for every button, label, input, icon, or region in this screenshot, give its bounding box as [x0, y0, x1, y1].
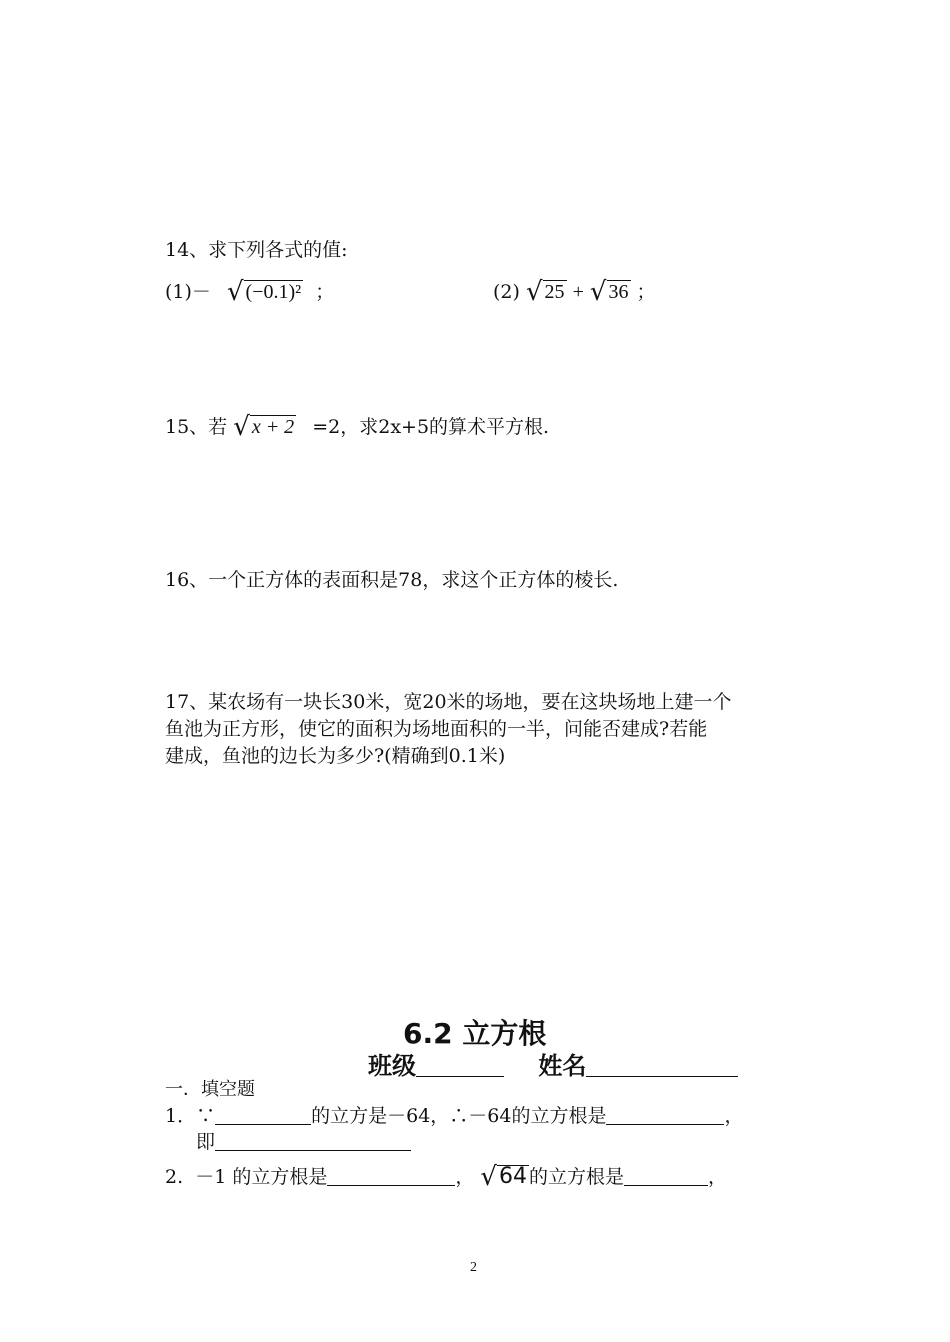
q15: [165, 412, 549, 442]
name-label: 姓名: [538, 1052, 587, 1080]
fill2-text-b: 的立方根是: [528, 1166, 624, 1188]
fill1-line1: [165, 1101, 743, 1128]
radical-sign-icon: √: [589, 277, 607, 307]
q14-part2-plus: +: [572, 281, 584, 303]
q17-line2: 鱼池为正方形，使它的面积为场地面积的一半，问能否建成?若能: [165, 718, 708, 740]
q14-part1-suffix: ；: [315, 281, 335, 303]
fill1-blank-b[interactable]: [606, 1104, 724, 1125]
q17-line3: 建成，鱼池的边长为多少?(精确到0.1米): [165, 745, 506, 767]
fill2-line: [165, 1162, 727, 1192]
radical-sign-icon: √: [233, 412, 250, 442]
fill1-line2-label: 即: [196, 1131, 216, 1153]
page-number: 2: [470, 1260, 477, 1275]
fill2-num: 2.: [165, 1166, 184, 1188]
fill2-comma-a: ，: [455, 1166, 475, 1188]
section-title: 6.2 立方根: [403, 1017, 547, 1050]
q14-part2-suffix: ；: [636, 281, 656, 303]
part-heading: 一．填空题: [165, 1079, 255, 1100]
fill1-blank-a[interactable]: [215, 1104, 311, 1125]
radical-sign-icon: √: [480, 1162, 497, 1192]
fill2-text-a: －1 的立方根是: [195, 1166, 328, 1188]
class-blank[interactable]: [416, 1054, 504, 1077]
fill1-line2: [196, 1127, 411, 1154]
fill2-root: [480, 1162, 529, 1192]
q15-suffix: =2，求2x+5的算术平方根.: [312, 416, 550, 438]
fill1-num: 1．: [165, 1105, 197, 1127]
q15-radicand: x + 2: [251, 416, 295, 438]
fill1-mid: 的立方是－64，∴－64的立方根是: [311, 1105, 607, 1127]
class-label: 班级: [368, 1052, 416, 1080]
radical-sign-icon: √: [226, 277, 244, 307]
q14-label: 14、求下列各式的值:: [165, 239, 348, 261]
fill2-blank-a[interactable]: [327, 1165, 455, 1186]
fill1-blank-c[interactable]: [215, 1130, 411, 1151]
q14-part1: [165, 277, 334, 307]
q14-part1-prefix: (1)－: [165, 281, 211, 303]
q16-text: 16、一个正方体的表面积是78，求这个正方体的棱长.: [165, 569, 619, 591]
q14-part1-radicand: (−0.1)²: [245, 281, 302, 303]
q14-part2-radicand-a: 25: [544, 281, 565, 303]
q15-root: [233, 412, 296, 442]
q14-part2-radicand-b: 36: [608, 281, 629, 303]
because-symbol: ∵: [196, 1105, 216, 1127]
q14-part2: [493, 277, 656, 307]
q15-prefix: 15、若: [165, 416, 228, 438]
radical-sign-icon: √: [525, 277, 543, 307]
class-name-line: [368, 1046, 738, 1081]
fill1-comma: ，: [724, 1105, 744, 1127]
fill2-radicand: 64: [498, 1164, 527, 1189]
q14-part2-prefix: (2): [493, 281, 520, 303]
q17-line1: 17、某农场有一块长30米，宽20米的场地，要在这块场地上建一个: [165, 691, 732, 713]
q14-part2-root-a: [526, 277, 567, 307]
q14-part2-root-b: [590, 277, 631, 307]
fill2-blank-b[interactable]: [624, 1165, 708, 1186]
fill2-comma-b: ，: [707, 1166, 727, 1188]
q14-part1-root: [227, 277, 303, 307]
name-blank[interactable]: [586, 1054, 738, 1077]
